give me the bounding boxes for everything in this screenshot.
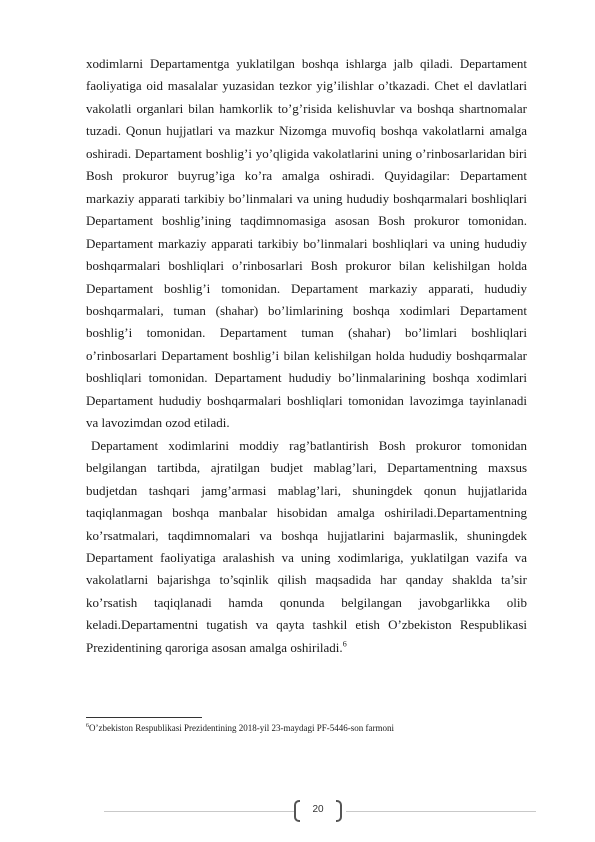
- right-bracket-ornament: [336, 800, 342, 822]
- footer-rule-left: [104, 811, 294, 812]
- paragraph-2: [86, 435, 527, 660]
- page-footer: [0, 800, 595, 824]
- footnote: [86, 723, 527, 734]
- paragraph-2-text: Departament xodimlarini moddiy rag’batlantirish Bosh prokuror tomonidan belgilangan tartibda, ajratilgan budjet mablag’lari, Departamentning maxsus budjetdan tashqari jamg’armasi mablag’lari, shuningdek qonun hujjatlarida taqiqlanmagan boshqa manbalar hisobidan amalga oshiriladi.Departamentning ko’rsatmalari, taqdimnomalari va boshqa hujjatlarini bajarmaslik, shuningdek Departament faoliyatiga aralashish va uning xodimlariga, yuklatilgan vazifa va vakolatlarni bajarishga to’sqinlik qilish maqsadida har qanday shaklda ta’sir ko’rsatish taqiqlanadi hamda qonunda belgilangan javobgarlikka olib keladi.Departamentni tugatish va qayta tashkil etish O’zbekiston Respublikasi Prezidentining qaroriga asosan amalga oshiriladi.: [86, 437, 527, 655]
- footnote-divider: [86, 717, 202, 718]
- page-number: 20: [312, 804, 324, 815]
- paragraph-1: xodimlarni Departamentga yuklatilgan boshqa ishlarga jalb qiladi. Departament faoliyatiga oid masalalar yuzasidan tezkor yig’ilishlar o’tkazadi. Chet el davlatlari vakolatli organlari bilan hamkorlik to’g’risida kelishuvlar va boshqa shartnomalar tuzadi. Qonun hujjatlari va mazkur Nizomga muvofiq boshqa vakolatlarni amalga oshiradi. Departament boshlig’i yo’qligida vakolatlarini uning o’rinbosarlaridan biri Bosh prokuror buyrug’iga ko’ra amalga oshiradi. Quyidagilar: Departament markaziy apparati tarkibiy bo’linmalari va uning hududiy boshqarmalari boshliqlari Departament boshlig’ining taqdimnomasiga asosan Bosh prokuror tomonidan. Departament markaziy apparati tarkibiy bo’linmalari boshliqlari va uning hududiy boshqarmalari boshliqlari o’rinbosarlari Bosh prokuror bilan kelishilgan holda Departament boshlig’i tomonidan. Departament markaziy apparati, hududiy boshqarmalari, tuman (shahar) bo’limlarining boshqa xodimlari Departament boshlig’i tomonidan. Departament tuman (shahar) bo’limlari boshliqlari o’rinbosarlari Departament boshlig’i bilan kelishilgan holda hududiy boshqarmalar boshliqlari tomonidan. Departament hududiy bo’linmalarining boshqa xodimlari Departament hududiy boshqarmalari boshliqlari tomonidan lavozimga tayinlanadi va lavozimdan ozod etiladi.: [86, 56, 527, 431]
- body-text: [86, 53, 527, 659]
- footnote-text: O’zbekiston Respublikasi Prezidentining 2018-yil 23-maydagi PF-5446-son farmoni: [89, 723, 394, 733]
- footnote-marker: 6: [86, 723, 89, 729]
- footer-rule-right: [346, 811, 536, 812]
- footnote-reference[interactable]: 6: [342, 639, 347, 649]
